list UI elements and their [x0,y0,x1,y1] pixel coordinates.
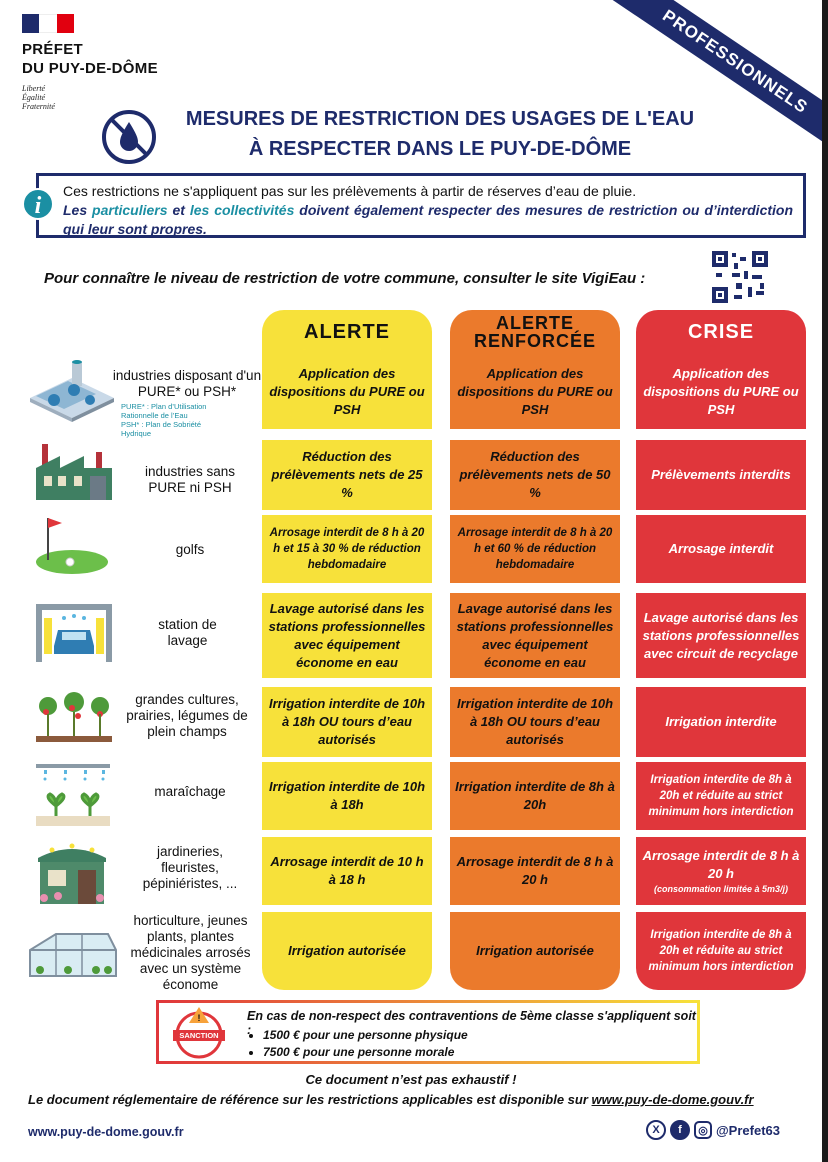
reference-link[interactable]: www.puy-de-dome.gouv.fr [591,1092,754,1107]
sanction-list [263,1027,468,1061]
info-icon: i [22,188,54,220]
cell-alerte-row8: Irrigation autorisée [262,912,432,990]
website-link[interactable]: www.puy-de-dome.gouv.fr [28,1125,184,1139]
market-garden-icon [34,762,112,828]
no-water-icon [100,108,158,166]
disclaimer: Ce document n’est pas exhaustif ! [305,1072,517,1087]
cell-renforcee-row1: Application des dispositions du PURE ou PSH [450,354,620,429]
level-alerte-header: ALERTE [262,310,432,354]
factory-pure-icon [26,356,118,422]
row-label-station-lavage: station de lavage [158,617,217,648]
greenhouse-icon [26,926,120,982]
sanction-item: • 7500 € pour une personne morale [263,1044,468,1061]
factory-icon [34,440,114,502]
cell-renforcee-row7: Arrosage interdit de 8 h à 20 h [450,837,620,905]
instagram-icon[interactable]: ◎ [694,1121,712,1139]
cell-crise-row5: Irrigation interdite [636,687,806,757]
qr-code-icon[interactable] [712,251,768,303]
row-label-jardineries: jardineries, fleuristes, pépiniéristes, ... [142,844,238,891]
svg-text:!: ! [197,1013,201,1023]
cell-renforcee-row2: Réduction des prélèvements nets de 50 % [450,440,620,510]
cell-renforcee-row8: Irrigation autorisée [450,912,620,990]
reference-text: Le document réglementaire de référence sur les restrictions applicables est disponible sur www.puy-de-dome.gouv.fr [28,1092,754,1107]
cell-crise-row6: Irrigation interdite de 8h à 20h et réduite au strict minimum hors interdiction [636,762,806,830]
sanction-title: En cas de non-respect des contraventions de 5ème classe s'appliquent soit : [247,1009,696,1037]
car-wash-icon [34,600,114,664]
facebook-icon[interactable]: f [670,1120,690,1140]
sanction-box [156,1000,700,1064]
level-crise-header: CRISE [636,310,806,354]
row-label-maraichage: maraîchage [154,784,226,799]
row-label-horticulture: horticulture, jeunes plants, plantes médicinales arrosés avec un système économe [130,913,251,992]
row-label-grandes-cultures: grandes cultures, prairies, légumes de plein champs [126,692,248,739]
cell-crise-row2: Prélèvements interdits [636,440,806,510]
cell-crise-row4: Lavage autorisé dans les stations professionnelles avec circuit de recyclage [636,593,806,678]
cell-crise-row1: Application des dispositions du PURE ou PSH [636,354,806,429]
professionnels-banner: PROFESSIONNELS [589,0,822,168]
cell-renforcee-row6: Irrigation interdite de 8h à 20h [450,762,620,830]
social-handle: @Prefet63 [716,1122,780,1138]
sanction-item: • 1500 € pour une personne physique [263,1027,468,1044]
golf-icon [34,512,112,578]
cell-alerte-row7: Arrosage interdit de 10 h à 18 h [262,837,432,905]
cell-alerte-row5: Irrigation interdite de 10h à 18h OU tours d’eau autorisés [262,687,432,757]
cell-crise-row3: Arrosage interdit [636,515,806,583]
row-label-golfs: golfs [175,542,205,557]
crops-icon [34,686,114,746]
vigieau-text: Pour connaître le niveau de restriction de votre commune, consulter le site VigiEau : [44,270,646,287]
pure-footnote: PURE* : Plan d’Utilisation Rationnelle de l’Eau PSH* : Plan de Sobriété Hydrique [121,402,207,438]
cell-alerte-row1: Application des dispositions du PURE ou PSH [262,354,432,429]
row-label-industries-pure: industries disposant d'un PURE* ou PSH* [112,368,262,399]
cell-alerte-row3: Arrosage interdit de 8 h à 20 h et 15 à 30 % de réduction hebdomadaire [262,515,432,583]
cell-renforcee-row3: Arrosage interdit de 8 h à 20 h et 60 % de réduction hebdomadaire [450,515,620,583]
info-box: Ces restrictions ne s'appliquent pas sur les prélèvements à partir de réserves d’eau de pluie. Les particuliers et les collectivités doivent également respecter des mesures de restriction ou d’interdiction qui leur sont propres. [36,173,806,238]
garden-shop-icon [34,840,110,906]
social-links [646,1120,780,1140]
cell-crise-row7: Arrosage interdit de 8 h à 20 h (consommation limitée à 5m3/j) [636,837,806,905]
page-title: MESURES DE RESTRICTION DES USAGES DE L'EAU À RESPECTER DANS LE PUY-DE-DÔME [185,108,695,160]
level-renforcee-header: ALERTE RENFORCÉE [450,310,620,354]
cell-crise-row8: Irrigation interdite de 8h à 20h et réduite au strict minimum hors interdiction [636,912,806,990]
sanction-badge: SANCTION [179,1031,219,1040]
row-label-industries-sans: industries sans PURE ni PSH [144,464,236,495]
prefet-title: PRÉFET DU PUY-DE-DÔME [22,41,158,77]
marianne-logo [22,14,74,33]
cell-renforcee-row5: Irrigation interdite de 10h à 18h OU tours d’eau autorisés [450,687,620,757]
devise: Liberté Égalité Fraternité [22,84,55,111]
cell-alerte-row6: Irrigation interdite de 10h à 18h [262,762,432,830]
cell-alerte-row4: Lavage autorisé dans les stations professionnelles avec équipement économe en eau [262,593,432,678]
cell-renforcee-row4: Lavage autorisé dans les stations professionnelles avec équipement économe en eau [450,593,620,678]
cell-alerte-row2: Réduction des prélèvements nets de 25 % [262,440,432,510]
x-icon[interactable]: X [646,1120,666,1140]
